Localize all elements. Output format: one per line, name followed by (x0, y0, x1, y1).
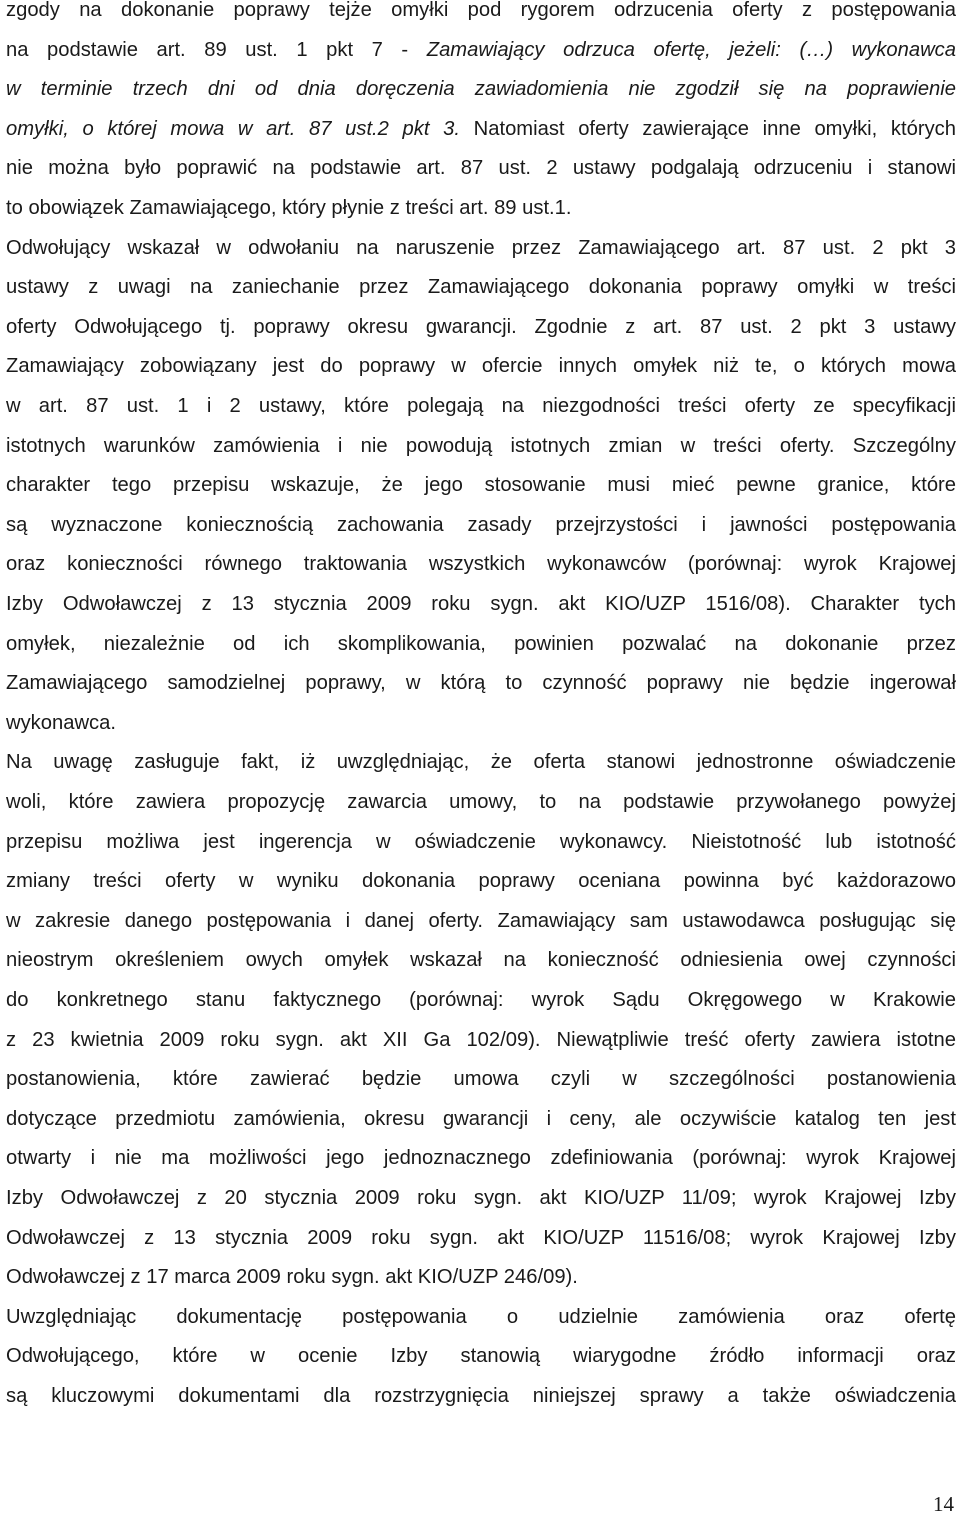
text-line (6, 1219, 956, 1259)
text-segment: wykonawca. (6, 711, 116, 734)
text-segment: omyłek, niezależnie od ich skomplikowania, powinien pozwalać na dokonanie przez (6, 632, 956, 655)
text-segment: to obowiązek Zamawiającego, który płynie z treści art. 89 ust.1. (6, 197, 572, 219)
text-line (6, 189, 956, 229)
text-line (6, 823, 956, 863)
text-line (6, 625, 956, 665)
text-line (6, 268, 956, 308)
text-line (6, 1258, 956, 1298)
text-line (6, 308, 956, 348)
text-segment: nie można było poprawić na podstawie art. 87 ust. 2 ustawy podgalają odrzuceniu i stanowi (6, 157, 956, 180)
text-segment: ustawy z uwagi na zaniechanie przez Zamawiającego dokonania poprawy omyłki w treści (6, 276, 956, 299)
text-line (6, 862, 956, 902)
text-segment: charakter tego przepisu wskazuje, że jego stosowanie musi mieć pewne granice, które (6, 474, 956, 497)
text-segment: oraz konieczności równego traktowania wszystkich wykonawców (porównaj: wyrok Krajowej (6, 553, 956, 576)
text-segment: na podstawie art. 89 ust. 1 pkt 7 - (6, 38, 427, 61)
text-segment: Natomiast oferty zawierające inne omyłki, których (460, 117, 957, 140)
text-segment: w art. 87 ust. 1 i 2 ustawy, które polegają na niezgodności treści oferty ze specyfikacji (6, 395, 956, 417)
text-line (6, 506, 956, 546)
text-segment: dotyczące przedmiotu zamówienia, okresu gwarancji i ceny, ale oczywiście katalog ten jest (6, 1107, 956, 1130)
text-segment: Odwołującego, które w ocenie Izby stanowią wiarygodne źródło informacji oraz (6, 1345, 956, 1368)
text-line (6, 1060, 956, 1100)
text-line (6, 1377, 956, 1417)
page-number: 14 (933, 1492, 954, 1516)
text-line (6, 110, 956, 150)
text-segment: Odwoławczej z 17 marca 2009 roku sygn. akt KIO/UZP 246/09). (6, 1266, 578, 1289)
text-line (6, 31, 956, 71)
text-segment: Na uwagę zasługuje fakt, iż uwzględniając, że oferta stanowi jednostronne oświadczenie (6, 751, 956, 774)
text-line (6, 743, 956, 783)
text-line (6, 585, 956, 625)
text-segment: z 23 kwietnia 2009 roku sygn. akt XII Ga 102/09). Niewątpliwie treść oferty zawiera istotne (6, 1028, 956, 1051)
italic-text: omyłki, o której mowa w art. 87 ust.2 pkt 3. (6, 117, 460, 140)
text-segment: do konkretnego stanu faktycznego (porównaj: wyrok Sądu Okręgowego w Krakowie (6, 989, 956, 1011)
text-segment: są kluczowymi dokumentami dla rozstrzygnięcia niniejszej sprawy a także oświadczenia (6, 1385, 956, 1407)
text-segment: nieostrym określeniem owych omyłek wskazał na konieczność odniesienia owej czynności (6, 949, 956, 972)
text-line (6, 902, 956, 942)
text-line (6, 1179, 956, 1219)
text-line (6, 466, 956, 506)
text-segment: Izby Odwoławczej z 13 stycznia 2009 roku sygn. akt KIO/UZP 1516/08). Charakter tych (6, 593, 956, 615)
text-line (6, 70, 956, 110)
text-segment: postanowienia, które zawierać będzie umowa czyli w szczególności postanowienia (6, 1068, 956, 1091)
text-segment: zgody na dokonanie poprawy tejże omyłki pod rygorem odrzucenia oferty z postępowania (6, 0, 956, 21)
text-segment: w zakresie danego postępowania i danej oferty. Zamawiający sam ustawodawca posługując się (6, 909, 956, 932)
text-line (6, 783, 956, 823)
text-segment: Odwołujący wskazał w odwołaniu na naruszenie przez Zamawiającego art. 87 ust. 2 pkt 3 (6, 236, 956, 259)
text-line (6, 704, 956, 744)
text-line (6, 149, 956, 189)
text-line (6, 1298, 956, 1338)
text-segment: woli, które zawiera propozycję zawarcia umowy, to na podstawie przywołanego powyżej (6, 791, 956, 813)
text-segment: oferty Odwołującego tj. poprawy okresu gwarancji. Zgodnie z art. 87 ust. 2 pkt 3 ustawy (6, 315, 956, 338)
text-line (6, 664, 956, 704)
text-segment: Uwzględniając dokumentację postępowania o udzielnie zamówienia oraz ofertę (6, 1305, 956, 1328)
text-line (6, 229, 956, 269)
text-segment: Izby Odwoławczej z 20 stycznia 2009 roku sygn. akt KIO/UZP 11/09; wyrok Krajowej Izby (6, 1187, 956, 1209)
text-segment: otwarty i nie ma możliwości jego jednoznacznego zdefiniowania (porównaj: wyrok Krajowej (6, 1147, 956, 1170)
text-segment: Zamawiający zobowiązany jest do poprawy w ofercie innych omyłek niż te, o których mowa (6, 355, 956, 378)
text-segment: istotnych warunków zamówienia i nie powodują istotnych zmian w treści oferty. Szczególny (6, 434, 956, 457)
text-line (6, 545, 956, 585)
text-line (6, 941, 956, 981)
italic-text: w terminie trzech dni od dnia doręczenia zawiadomienia nie zgodził się na poprawienie (6, 78, 956, 101)
text-line (6, 387, 956, 427)
text-line (6, 427, 956, 467)
text-line (6, 1139, 956, 1179)
text-segment: Odwoławczej z 13 stycznia 2009 roku sygn. akt KIO/UZP 11516/08; wyrok Krajowej Izby (6, 1226, 956, 1249)
text-line (6, 347, 956, 387)
text-line (6, 1100, 956, 1140)
italic-text: Zamawiający odrzuca ofertę, jeżeli: (…) wykonawca (426, 38, 957, 61)
text-line (6, 1021, 956, 1061)
text-segment: zmiany treści oferty w wyniku dokonania poprawy oceniana powinna być każdorazowo (6, 870, 956, 893)
text-line (6, 1337, 956, 1377)
text-segment: Zamawiającego samodzielnej poprawy, w którą to czynność poprawy nie będzie ingerował (6, 672, 956, 695)
text-line (6, 0, 956, 31)
text-line (6, 981, 956, 1021)
text-segment: są wyznaczone koniecznością zachowania zasady przejrzystości i jawności postępowania (6, 513, 956, 536)
text-segment: przepisu możliwa jest ingerencja w oświadczenie wykonawcy. Nieistotność lub istotność (6, 830, 956, 853)
